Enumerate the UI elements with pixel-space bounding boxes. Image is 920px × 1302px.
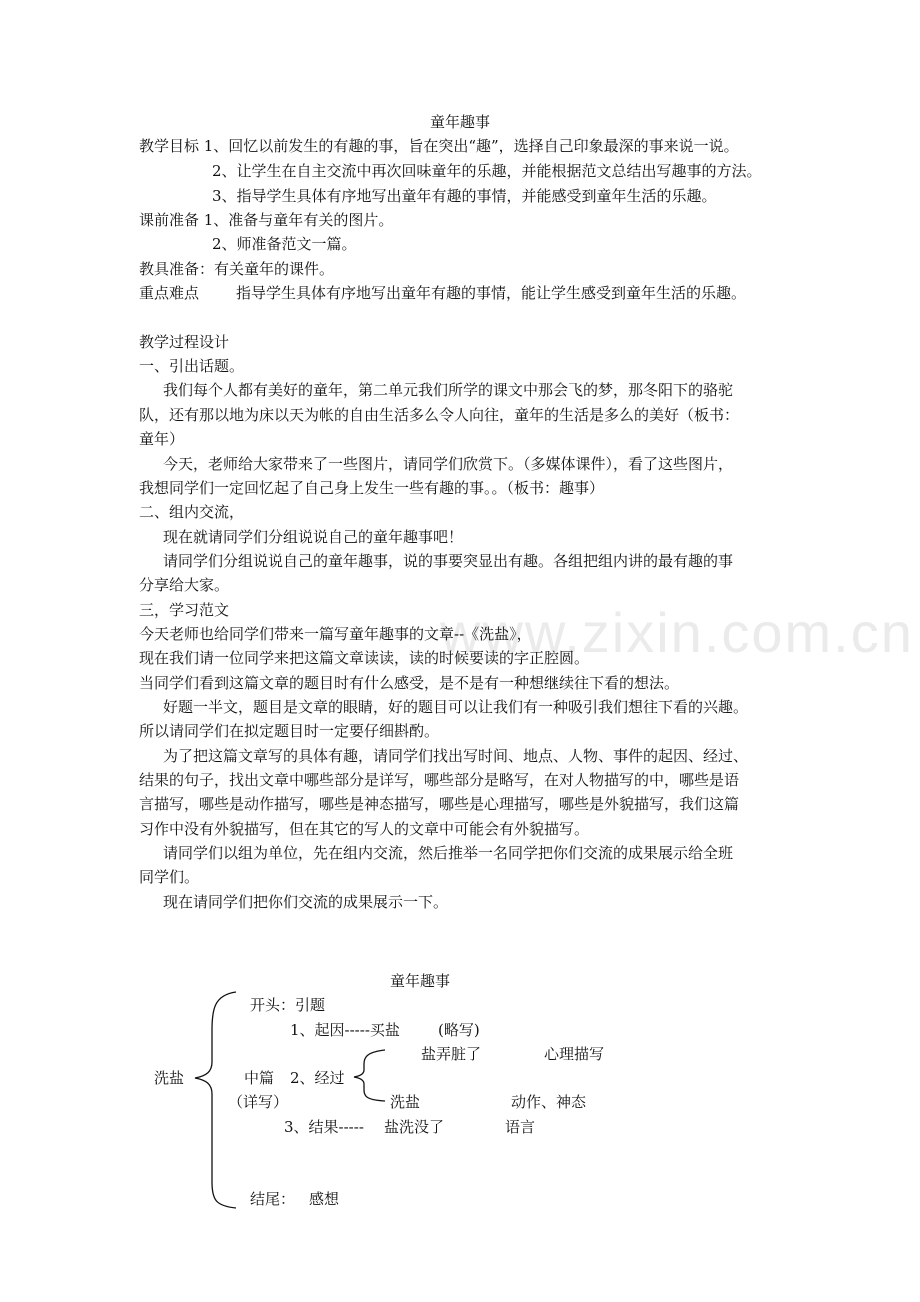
outline-title: 童年趣事 (390, 972, 451, 990)
s2-p2-line: 分享给大家。 (139, 576, 230, 594)
outline-result-note: 语言 (505, 1118, 536, 1136)
s3-p5-line: 习作中没有外貌描写，但在其它的写人的文章中可能会有外貌描写。 (139, 820, 590, 838)
goal-1: 教学目标 1、回忆以前发生的有趣的事，旨在突出“趣”，选择自己印象最深的事来说一说。 (139, 137, 739, 155)
s3-p4-line: 所以请同学们在拟定题目时一定要仔细斟酌。 (139, 722, 440, 740)
watermark: www.zixin.com.cn (440, 601, 914, 664)
outline-branch-2-note: 动作、神态 (511, 1093, 587, 1111)
outline-ending-text: 感想 (309, 1190, 340, 1208)
s3-line: 今天老师也给同学们带来一篇写童年趣事的文章--《洗盐》， (139, 625, 532, 643)
s1-p1-line: 队，还有那以地为床以天为帐的自由生活多么令人向往，童年的生活是多么的美好（板书： (139, 406, 740, 424)
s1-p1-line: 我们每个人都有美好的童年，第二单元我们所学的课文中那会飞的梦，那冬阳下的骆驼 (163, 381, 734, 399)
outline-branch-1: 盐弄脏了 (421, 1045, 482, 1063)
outline-process: 2、经过 (290, 1069, 345, 1087)
outline-branch-2: 洗盐 (390, 1093, 421, 1111)
outline-root: 洗盐 (154, 1069, 185, 1087)
outline-opening: 开头：引题 (250, 996, 326, 1014)
s1-p2-line: 我想同学们一定回忆起了自己身上发生一些有趣的事。。（板书：趣事） (139, 479, 605, 497)
outline-middle-note: （详写） (228, 1093, 289, 1111)
s3-p5-line: 为了把这篇文章写的具体有趣，请同学们找出写时间、地点、人物、事件的起因、经过、 (163, 747, 749, 765)
s3-line: 现在我们请一位同学来把这篇文章读读，读的时候要读的字正腔圆。 (139, 649, 590, 667)
s1-p2-line: 今天，老师给大家带来了一些图片，请同学们欣赏下。（多媒体课件），看了这些图片， (163, 455, 734, 473)
process-brace (354, 1050, 385, 1101)
section-2-title: 二、组内交流， (139, 503, 245, 521)
process-title: 教学过程设计 (139, 333, 230, 351)
goal-3: 3、指导学生具体有序地写出童年有趣的事情，并能感受到童年生活的乐趣。 (212, 187, 717, 205)
s3-p5-line: 结果的句子，找出文章中哪些部分是详写，哪些部分是略写，在对人物描写的中，哪些是语 (139, 771, 740, 789)
s3-line: 当同学们看到这篇文章的题目时有什么感受，是不是有一种想继续往下看的想法。 (139, 674, 680, 692)
prep-2: 2、师准备范文一篇。 (212, 235, 357, 253)
outline-result: 3、结果----- (284, 1118, 364, 1136)
outline-cause-note: (略写) (438, 1021, 480, 1039)
prep-1: 课前准备 1、准备与童年有关的图片。 (139, 211, 394, 229)
s1-p1-line: 童年） (139, 430, 185, 448)
doc-title: 童年趣事 (429, 113, 490, 131)
outline-ending: 结尾： (250, 1190, 296, 1208)
goal-2: 2、让学生在自主交流中再次回味童年的乐趣，并能根据范文总结出写趣事的方法。 (212, 162, 762, 180)
s3-p6-line: 请同学们以组为单位，先在组内交流，然后推举一名同学把你们交流的成果展示给全班 (163, 844, 734, 862)
section-3-title: 三，学习范文 (139, 601, 230, 619)
s3-p4-line: 好题一半文，题目是文章的眼睛，好的题目可以让我们有一种吸引我们想往下看的兴趣。 (163, 698, 749, 716)
section-1-title: 一、引出话题。 (139, 357, 245, 375)
key-label: 重点难点 (139, 284, 200, 302)
s3-p7: 现在请同学们把你们交流的成果展示一下。 (163, 893, 449, 911)
s2-p1: 现在就请同学们分组说说自己的童年趣事吧！ (163, 528, 464, 546)
s2-p2-line: 请同学们分组说说自己的童年趣事，说的事要突显出有趣。各组把组内讲的最有趣的事 (163, 552, 734, 570)
outline-branch-1-note: 心理描写 (544, 1045, 605, 1063)
key-text: 指导学生具体有序地写出童年有趣的事情，能让学生感受到童年生活的乐趣。 (236, 284, 747, 302)
s3-p5-line: 言描写，哪些是动作描写，哪些是神态描写，哪些是心理描写，哪些是外貌描写，我们这篇 (139, 795, 740, 813)
outline-middle: 中篇 (244, 1069, 275, 1087)
outline-result-text: 盐洗没了 (384, 1118, 445, 1136)
tools: 教具准备：有关童年的课件。 (139, 260, 335, 278)
s3-p6-line: 同学们。 (139, 868, 200, 886)
outline-cause: 1、起因-----买盐 (290, 1021, 400, 1039)
